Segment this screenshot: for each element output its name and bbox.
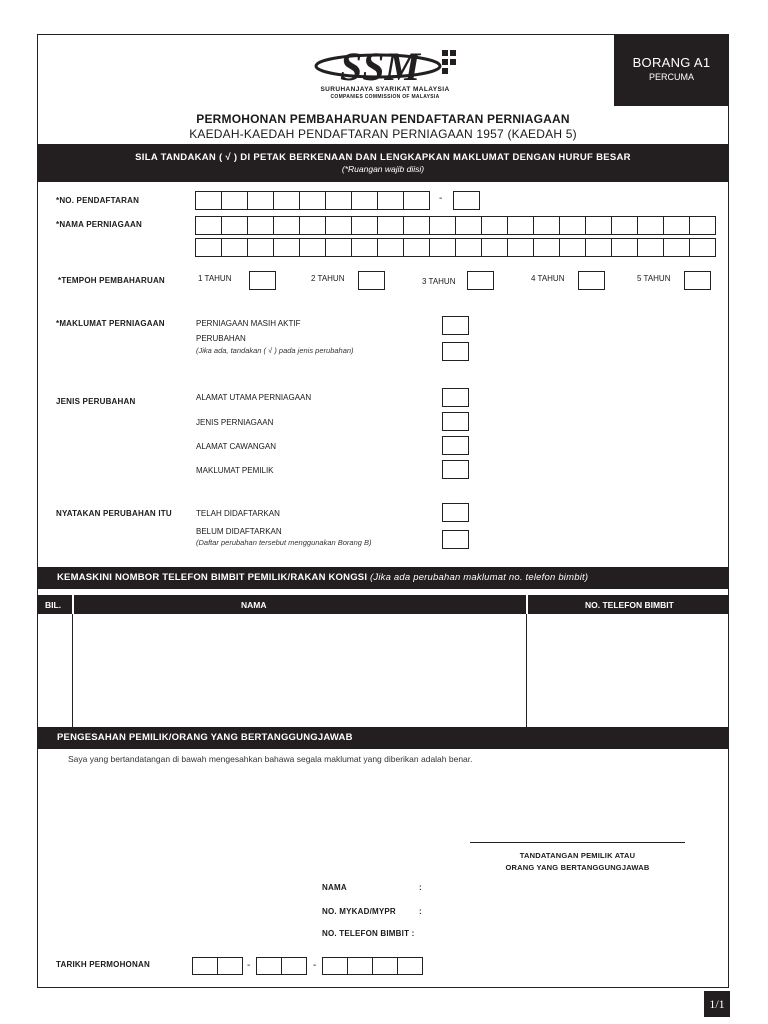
reg-no-check-digit-input[interactable]	[453, 191, 480, 210]
col-bil: BIL.	[45, 600, 62, 610]
date-month-input[interactable]	[256, 957, 306, 975]
change-business-type-checkbox[interactable]	[442, 412, 469, 431]
renewal-period-label: *TEMPOH PEMBAHARUAN	[58, 276, 165, 285]
renewal-option-2-label: 2 TAHUN	[311, 274, 345, 283]
form-code: BORANG A1	[632, 55, 711, 70]
confirmation-statement: Saya yang bertandatangan di bawah mengesahkan bahawa segala maklumat yang diberikan adalah benar.	[68, 754, 473, 764]
confirmation-title: PENGESAHAN PEMILIK/ORANG YANG BERTANGGUNGJAWAB	[57, 732, 353, 743]
phone-table-phone-cell[interactable]	[528, 618, 726, 723]
renewal-option-1-label: 1 TAHUN	[198, 274, 232, 283]
reg-no-label: *NO. PENDAFTARAN	[56, 196, 140, 205]
change-branch-address-label: ALAMAT CAWANGAN	[196, 442, 277, 451]
form-subtitle: KAEDAH-KAEDAH PENDAFTARAN PERNIAGAAN 1957 (KAEDAH 5)	[189, 127, 577, 141]
business-name-input-line1[interactable]	[195, 216, 715, 235]
change-status-label: NYATAKAN PERUBAHAN ITU	[56, 509, 172, 518]
reg-no-input[interactable]	[195, 191, 429, 210]
col-nama: NAMA	[241, 600, 267, 610]
instruction-main: SILA TANDAKAN ( √ ) DI PETAK BERKENAAN DAN LENGKAPKAN MAKLUMAT DENGAN HURUF BESAR	[135, 152, 631, 163]
change-owner-info-label: MAKLUMAT PEMILIK	[196, 466, 274, 475]
renewal-option-3-label: 3 TAHUN	[422, 277, 456, 286]
form-title: PERMOHONAN PEMBAHARUAN PENDAFTARAN PERNIAGAAN	[196, 112, 570, 126]
instruction-bar	[37, 144, 729, 182]
renewal-option-4-checkbox[interactable]	[578, 271, 605, 290]
date-separator-1: -	[247, 960, 251, 971]
renewal-option-3-checkbox[interactable]	[467, 271, 494, 290]
renewal-option-1-checkbox[interactable]	[249, 271, 276, 290]
business-active-label: PERNIAGAAN MASIH AKTIF	[196, 319, 301, 328]
change-registered-label: TELAH DIDAFTARKAN	[196, 509, 280, 518]
phone-section-title: KEMASKINI NOMBOR TELEFON BIMBIT PEMILIK/RAKAN KONGSI	[57, 572, 368, 583]
change-branch-address-checkbox[interactable]	[442, 436, 469, 455]
instruction-note: (*Ruangan wajib diisi)	[341, 164, 425, 174]
change-main-address-label: ALAMAT UTAMA PERNIAGAAN	[196, 393, 312, 402]
change-main-address-checkbox[interactable]	[442, 388, 469, 407]
signature-caption-2: ORANG YANG BERTANGGUNGJAWAB	[505, 863, 650, 872]
logo-mark-text: SSM	[340, 44, 421, 88]
confirm-name-label: NAMA	[322, 883, 347, 892]
change-owner-info-checkbox[interactable]	[442, 460, 469, 479]
signature-caption-1: TANDATANGAN PEMILIK ATAU	[519, 851, 636, 860]
change-not-registered-checkbox[interactable]	[442, 530, 469, 549]
page-number: 1/1	[704, 991, 730, 1017]
application-date-label: TARIKH PERMOHONAN	[56, 960, 150, 969]
date-day-input[interactable]	[192, 957, 242, 975]
renewal-option-2-checkbox[interactable]	[358, 271, 385, 290]
business-change-label: PERUBAHAN	[196, 334, 246, 343]
signature-line[interactable]	[470, 842, 685, 843]
change-business-type-label: JENIS PERNIAGAAN	[196, 418, 274, 427]
logo-org-name-en: COMPANIES COMMISSION OF MALAYSIA	[330, 94, 440, 100]
business-active-checkbox[interactable]	[442, 316, 469, 335]
phone-table-body	[37, 614, 729, 727]
phone-section-note: (Jika ada perubahan maklumat no. telefon bimbit)	[370, 572, 589, 583]
form-fee: PERCUMA	[648, 72, 694, 82]
col-phone: NO. TELEFON BIMBIT	[585, 600, 674, 610]
business-change-note: (Jika ada, tandakan ( √ ) pada jenis perubahan)	[196, 346, 354, 355]
ssm-logo-mark-icon	[310, 44, 470, 88]
confirm-mykad-label: NO. MYKAD/MYPR	[322, 907, 396, 916]
phone-table-header	[37, 595, 729, 614]
date-year-input[interactable]	[322, 957, 422, 975]
confirm-mykad-colon: :	[419, 907, 422, 916]
renewal-option-5-label: 5 TAHUN	[637, 274, 671, 283]
business-info-label: *MAKLUMAT PERNIAGAAN	[56, 319, 165, 328]
logo-org-name-ms: SURUHANJAYA SYARIKAT MALAYSIA	[320, 86, 450, 93]
business-name-label: *NAMA PERNIAGAAN	[56, 220, 143, 229]
business-name-input-line2[interactable]	[195, 238, 715, 257]
change-not-registered-note: (Daftar perubahan tersebut menggunakan Borang B)	[196, 538, 372, 547]
form-code-badge	[614, 34, 729, 106]
renewal-option-5-checkbox[interactable]	[684, 271, 711, 290]
change-not-registered-label: BELUM DIDAFTARKAN	[196, 527, 282, 536]
change-registered-checkbox[interactable]	[442, 503, 469, 522]
phone-section-title-bar	[37, 567, 729, 589]
confirmation-title-bar	[37, 727, 729, 749]
ssm-logo	[310, 44, 470, 102]
date-separator-2: -	[313, 960, 317, 971]
confirm-phone-label: NO. TELEFON BIMBIT :	[322, 929, 415, 938]
confirm-name-colon: :	[419, 883, 422, 892]
business-change-checkbox[interactable]	[442, 342, 469, 361]
phone-table-bil-cell[interactable]	[39, 618, 71, 723]
reg-no-separator: -	[439, 193, 443, 204]
phone-table-name-cell[interactable]	[73, 618, 525, 723]
renewal-option-4-label: 4 TAHUN	[531, 274, 565, 283]
change-type-label: JENIS PERUBAHAN	[56, 397, 136, 406]
